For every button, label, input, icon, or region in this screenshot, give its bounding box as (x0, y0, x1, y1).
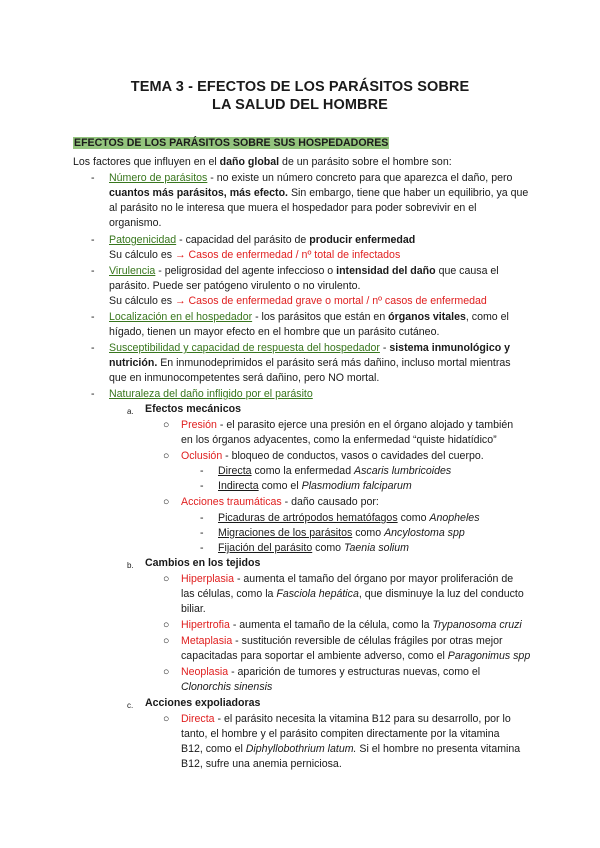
heading-cambios-tejidos: Cambios en los tejidos (145, 557, 261, 569)
numero-line-3: al parásito no le interesa que muera el hospedador para poder sobrevivir en el (109, 202, 477, 214)
neoplasia-line-2: Clonorchis sinensis (181, 681, 273, 693)
patogenicidad-line-1: Patogenicidad - capacidad del parásito de producir enfermedad (109, 234, 416, 246)
term-virulencia: Virulencia (109, 265, 156, 277)
susceptibilidad-line-3: que en inmunocompetentes será dañino, pero NO mortal. (109, 372, 380, 384)
circle-bullet: ○ (163, 573, 170, 585)
term-oclusion: Oclusión (181, 450, 223, 462)
hiperplasia-line-2: las células, como la Fasciola hepática, que disminuye la luz del conducto (181, 588, 524, 600)
term-traumaticas: Acciones traumáticas (181, 496, 282, 508)
list-marker-b: b. (127, 561, 134, 570)
term-numero: Número de parásitos (109, 172, 208, 184)
directa-line-4: B12, sufre una anemia perniciosa. (181, 758, 342, 770)
dash-bullet: - (200, 527, 204, 539)
circle-bullet: ○ (163, 635, 170, 647)
dash-bullet: - (200, 465, 204, 477)
heading-efectos-mecanicos: Efectos mecánicos (145, 403, 241, 415)
circle-bullet: ○ (163, 419, 170, 431)
term-metaplasia: Metaplasia (181, 635, 233, 647)
hiperplasia-line-1: Hiperplasia - aumenta el tamaño del órgano por mayor proliferación de (181, 573, 514, 585)
term-naturaleza: Naturaleza del daño infligido por el parásito (109, 388, 313, 400)
traumaticas-line: Acciones traumáticas - daño causado por: (181, 496, 379, 508)
list-marker-c: c. (127, 701, 134, 710)
directa-line-1: Directa - el parásito necesita la vitamina B12 para su desarrollo, por lo (181, 713, 511, 725)
circle-bullet: ○ (163, 496, 170, 508)
page-title-line-2: LA SALUD DEL HOMBRE (212, 97, 388, 113)
metaplasia-line-1: Metaplasia - sustitución reversible de células frágiles por otras mejor (181, 635, 503, 647)
circle-bullet: ○ (163, 619, 170, 631)
term-presion: Presión (181, 419, 217, 431)
presion-line-1: Presión - el parasito ejerce una presión en el órgano alojado y también (181, 419, 514, 431)
oclusion-line: Oclusión - bloqueo de conductos, vasos o cavidades del cuerpo. (181, 450, 484, 462)
localizacion-line-1: Localización en el hospedador - los parásitos que están en órganos vitales, como el (109, 311, 509, 323)
term-localizacion: Localización en el hospedador (109, 311, 253, 323)
traumaticas-item-1: Picaduras de artrópodos hematófagos como Anopheles (218, 512, 480, 524)
heading-acciones-expoliadoras: Acciones expoliadoras (145, 697, 261, 709)
circle-bullet: ○ (163, 666, 170, 678)
virulencia-line-2: parásito. Puede ser patógeno virulento o no virulento. (109, 280, 361, 292)
neoplasia-line-1: Neoplasia - aparición de tumores y estructuras nuevas, como el (181, 666, 481, 678)
term-neoplasia: Neoplasia (181, 666, 229, 678)
patogenicidad-formula: Su cálculo es → Casos de enfermedad / nº total de infectados (109, 249, 401, 261)
hipertrofia-line: Hipertrofia - aumenta el tamaño de la célula, como la Trypanosoma cruzi (181, 619, 522, 631)
naturaleza-line (109, 388, 313, 401)
numero-line-2: cuantos más parásitos, más efecto. Sin embargo, tiene que haber un equilibrio, ya que (109, 187, 529, 199)
susceptibilidad-line-1: Susceptibilidad y capacidad de respuesta del hospedador - sistema inmunológico y (109, 342, 511, 354)
dash-bullet: - (91, 172, 95, 184)
list-marker-a: a. (127, 407, 134, 416)
susceptibilidad-line-2: nutrición. En inmunodeprimidos el parásito será más dañino, incluso mortal mientras (109, 357, 511, 369)
page-title-line-1: TEMA 3 - EFECTOS DE LOS PARÁSITOS SOBRE (130, 79, 470, 95)
term-hipertrofia: Hipertrofia (181, 619, 230, 631)
virulencia-line-1: Virulencia - peligrosidad del agente infeccioso o intensidad del daño que causa el (109, 265, 499, 277)
circle-bullet: ○ (163, 450, 170, 462)
dash-bullet: - (91, 311, 95, 323)
metaplasia-line-2: capacitadas para soportar el ambiente adverso, como el Paragonimus spp (181, 650, 531, 662)
numero-line-4: organismo. (109, 217, 162, 229)
oclusion-indirecta: Indirecta como el Plasmodium falciparum (218, 480, 412, 492)
traumaticas-item-3: Fijación del parásito como Taenia solium (218, 542, 409, 554)
section-heading: EFECTOS DE LOS PARÁSITOS SOBRE SUS HOSPEDADORES (74, 137, 389, 149)
dash-bullet: - (91, 265, 95, 277)
dash-bullet: - (200, 542, 204, 554)
dash-bullet: - (91, 342, 95, 354)
localizacion-line-2: hígado, tienen un mayor efecto en el hombre que un parásito cutáneo. (109, 326, 440, 338)
dash-bullet: - (200, 512, 204, 524)
oclusion-directa: Directa como la enfermedad Ascaris lumbricoides (218, 465, 452, 477)
intro-paragraph: Los factores que influyen en el daño global de un parásito sobre el hombre son: (73, 156, 452, 168)
directa-line-3: B12, como el Diphyllobothrium latum. Si el hombre no presenta vitamina (181, 743, 521, 755)
term-hiperplasia: Hiperplasia (181, 573, 234, 585)
term-susceptibilidad: Susceptibilidad y capacidad de respuesta del hospedador (109, 342, 380, 354)
circle-bullet: ○ (163, 713, 170, 725)
presion-line-2: en los órganos adyacentes, como la enfermedad “quiste hidatídico” (181, 434, 497, 446)
dash-bullet: - (200, 480, 204, 492)
directa-line-2: tanto, el hombre y el parásito compiten directamente por la vitamina (181, 728, 500, 740)
dash-bullet: - (91, 388, 95, 400)
term-patogenicidad: Patogenicidad (109, 234, 177, 246)
dash-bullet: - (91, 234, 95, 246)
virulencia-formula: Su cálculo es → Casos de enfermedad grave o mortal / nº casos de enfermedad (109, 295, 487, 307)
traumaticas-item-2: Migraciones de los parásitos como Ancylostoma spp (218, 527, 465, 539)
hiperplasia-line-3: biliar. (181, 603, 206, 615)
numero-line-1: Número de parásitos - no existe un número concreto para que aparezca el daño, pero (109, 172, 513, 184)
term-directa: Directa (181, 713, 215, 725)
